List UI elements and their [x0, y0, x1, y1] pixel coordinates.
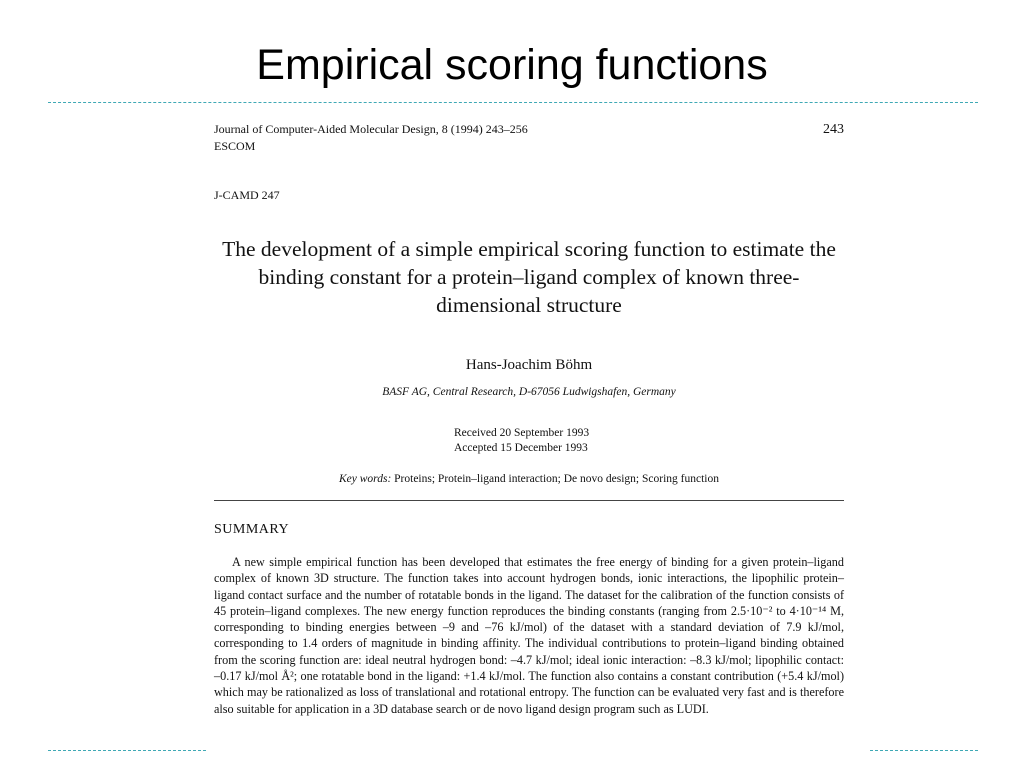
bottom-divider-right: [870, 750, 978, 751]
paper-title: The development of a simple empirical scoring function to estimate the binding constant for a protein–ligand complex of known three-dimensional structure: [222, 237, 836, 317]
summary-paragraph: A new simple empirical function has been developed that estimates the free energy of binding for a given protein–ligand complex of known 3D structure. The function takes into account hydrogen bonds, ionic interactions, the lipophilic protein–ligand contact surface and the number of rotatable bonds in the ligand. The dataset for the calibration of the function consists of 45 protein–ligand complexes. The new energy function reproduces the binding constants (ranging from 2.5·10⁻² to 4·10⁻¹⁴ M, corresponding to binding energies between –9 and –76 kJ/mol) of the dataset with a standard deviation of 7.9 kJ/mol, corresponding to 1.4 orders of magnitude in binding affinity. The individual contributions to protein–ligand binding obtained from the scoring function are: ideal neutral hydrogen bond: –4.7 kJ/mol; ideal ionic interaction: –8.3 kJ/mol; lipophilic contact: –0.17 kJ/mol Å²; one rotatable bond in the ligand: +1.4 kJ/mol. The function also contains a constant contribution (+5.4 kJ/mol) which may be rationalized as loss of translational and rotational entropy. The function can be evaluated very fast and is therefore also suitable for application in a 3D database search or de novo ligand design program such as LUDI.: [214, 555, 844, 716]
accepted-date: Accepted 15 December 1993: [454, 442, 588, 454]
author-affiliation: BASF AG, Central Research, D-67056 Ludwigshafen, Germany: [382, 386, 676, 398]
summary-heading: SUMMARY: [214, 522, 290, 537]
page-number: 243: [823, 122, 844, 137]
dates-block: [454, 426, 589, 456]
author-name: Hans-Joachim Böhm: [465, 357, 593, 373]
article-id: J-CAMD 247: [214, 188, 280, 202]
received-date: Received 20 September 1993: [454, 427, 590, 439]
publisher: ESCOM: [214, 139, 256, 153]
keywords-label: Key words:: [339, 473, 392, 485]
keywords-list: Proteins; Protein–ligand interaction; De novo design; Scoring function: [394, 473, 719, 485]
top-divider: [48, 102, 978, 103]
journal-line: Journal of Computer-Aided Molecular Design, 8 (1994) 243–256: [214, 122, 528, 136]
section-divider: [214, 500, 844, 501]
paper-page: [214, 122, 844, 768]
slide-title: Empirical scoring functions: [256, 41, 768, 89]
keywords-line: [214, 473, 844, 485]
bottom-divider-left: [48, 750, 206, 751]
